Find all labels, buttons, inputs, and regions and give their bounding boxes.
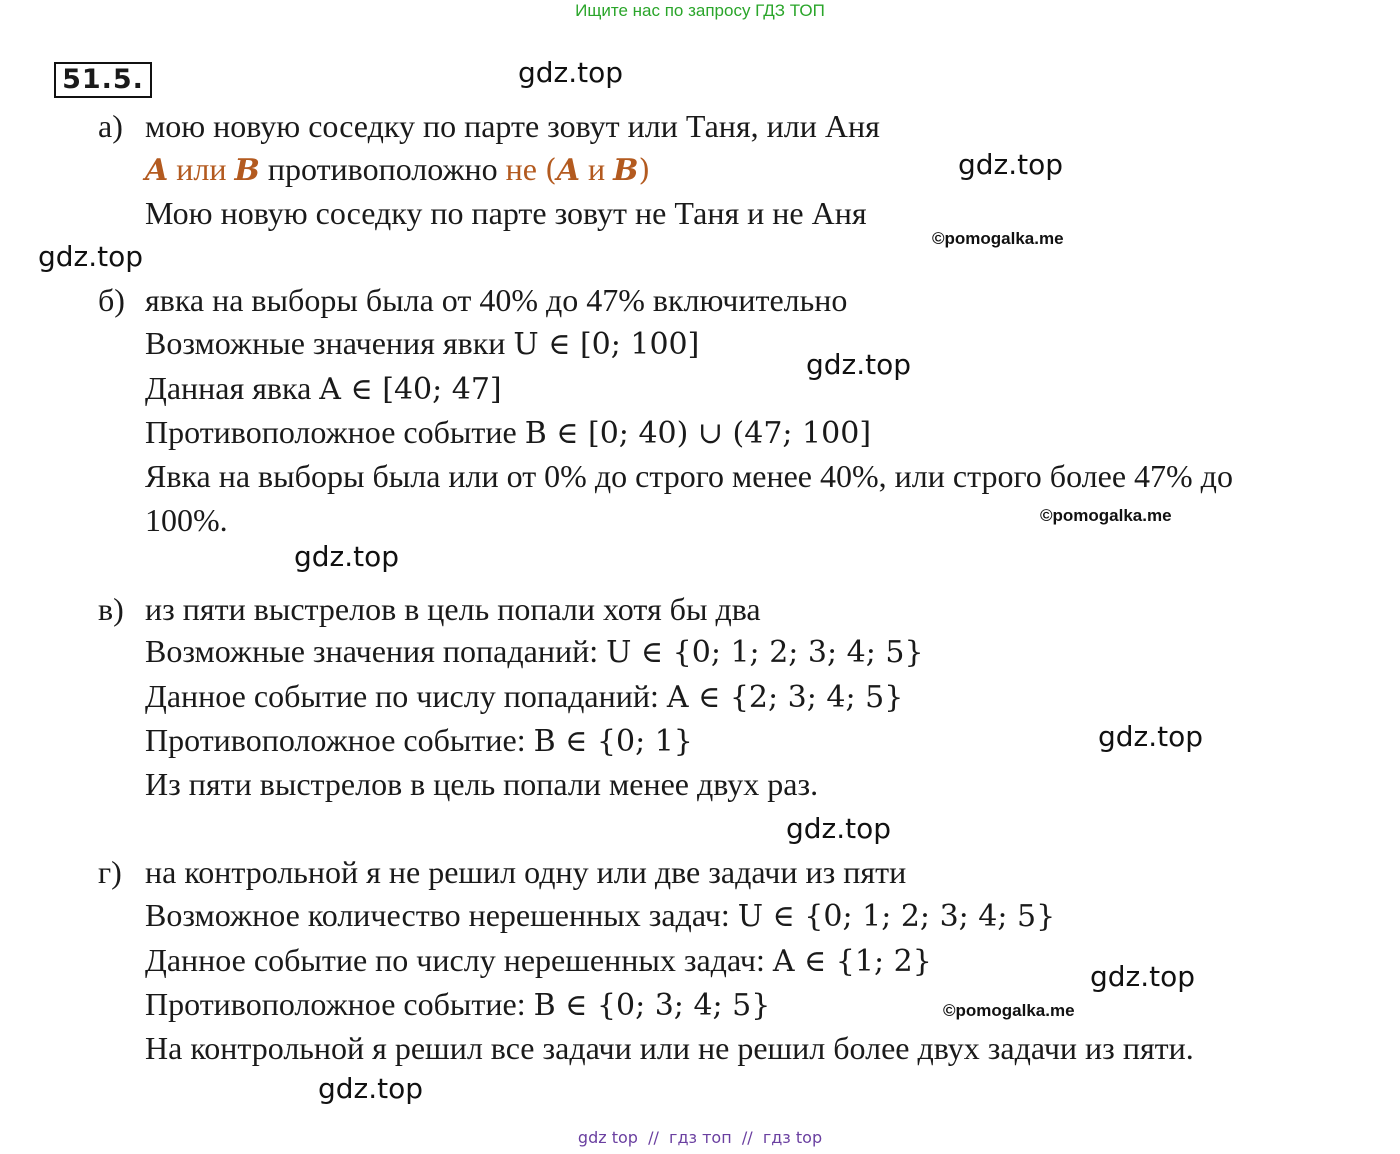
watermark-gdz: gdz.top (958, 148, 1064, 181)
part-d-possible-text: Возможное количество нерешенных задач: (145, 897, 730, 933)
part-c-opposite-math: B ∈ {0; 1} (533, 724, 693, 759)
rule-b1: B (234, 153, 260, 188)
rule-rp: ) (638, 153, 651, 188)
part-a-statement: мою новую соседку по парте зовут или Таня, или Аня (145, 108, 880, 144)
rule-and: и (588, 151, 606, 187)
part-d-possible-math: U ∈ {0; 1; 2; 3; 4; 5} (737, 899, 1056, 934)
part-b-given-math: A ∈ [40; 47] (319, 372, 502, 407)
part-b-opposite-text: Противоположное событие (145, 414, 517, 450)
part-b-label: б) (98, 282, 125, 318)
part-c-opposite-text: Противоположное событие: (145, 722, 526, 758)
watermark-gdz: gdz.top (518, 56, 624, 89)
part-b-statement: явка на выборы была от 40% до 47% включительно (145, 282, 848, 318)
part-c-label: в) (98, 591, 124, 627)
part-a-rule (145, 149, 650, 191)
part-b-opposite-math: B ∈ [0; 40) ∪ (47; 100] (524, 416, 872, 451)
part-d-given (145, 940, 932, 982)
footer-item: гдз top (762, 1128, 823, 1147)
part-b-possible-math: U ∈ [0; 100] (513, 327, 700, 362)
part-d-opposite (145, 984, 770, 1026)
watermark-gdz: gdz.top (1098, 720, 1204, 753)
part-d-label: г) (98, 854, 122, 890)
footer-item: гдз топ (669, 1128, 732, 1147)
rule-not: не (505, 151, 537, 187)
part-d-given-math: A ∈ {1; 2} (772, 944, 932, 979)
part-d-given-text: Данное событие по числу нерешенных задач: (145, 942, 765, 978)
rule-a1: A (145, 153, 169, 188)
footer (0, 1128, 1400, 1147)
part-b-possible-text: Возможные значения явки (145, 325, 506, 361)
rule-a2: A (556, 153, 580, 188)
footer-separator: // (648, 1128, 659, 1147)
part-c-possible (145, 631, 924, 673)
part-c-given-math: A ∈ {2; 3; 4; 5} (666, 680, 904, 715)
part-c-statement: из пяти выстрелов в цель попали хотя бы два (145, 591, 761, 627)
watermark-gdz: gdz.top (786, 812, 892, 845)
part-a-label: а) (98, 108, 123, 144)
part-b-possible (145, 323, 699, 365)
top-banner: Ищите нас по запросу ГДЗ ТОП (575, 1, 825, 20)
part-c-given-text: Данное событие по числу попаданий: (145, 678, 659, 714)
watermark-pomogalka: ©pomogalka.me (1040, 506, 1172, 525)
part-b-answer-line1: Явка на выборы была или от 0% до строго менее 40%, или строго более 47% до (145, 458, 1233, 494)
part-d-opposite-text: Противоположное событие: (145, 986, 526, 1022)
part-d-opposite-math: B ∈ {0; 3; 4; 5} (533, 988, 771, 1023)
watermark-pomogalka: ©pomogalka.me (943, 1001, 1075, 1020)
part-b-given-text: Данная явка (145, 370, 312, 406)
part-b-given (145, 368, 502, 410)
part-a-answer: Мою новую соседку по парте зовут не Таня и не Аня (145, 195, 867, 231)
footer-item: gdz top (577, 1128, 638, 1147)
rule-or: или (176, 151, 227, 187)
watermark-gdz: gdz.top (318, 1072, 424, 1105)
rule-b2: B (613, 153, 639, 188)
watermark-gdz: gdz.top (1090, 960, 1196, 993)
part-c-answer: Из пяти выстрелов в цель попали менее двух раз. (145, 766, 819, 802)
watermark-pomogalka: ©pomogalka.me (932, 229, 1064, 248)
part-d-possible (145, 895, 1055, 937)
problem-number: 51.5. (54, 62, 152, 98)
watermark-gdz: gdz.top (806, 348, 912, 381)
watermark-gdz: gdz.top (294, 540, 400, 573)
footer-separator: // (741, 1128, 753, 1147)
part-b-opposite (145, 412, 871, 454)
part-c-opposite (145, 720, 693, 762)
watermark-gdz: gdz.top (38, 240, 144, 273)
rule-mid: противоположно (267, 151, 498, 187)
rule-lp: ( (545, 153, 557, 188)
part-c-possible-text: Возможные значения попаданий: (145, 633, 599, 669)
part-c-possible-math: U ∈ {0; 1; 2; 3; 4; 5} (606, 635, 924, 670)
part-d-statement: на контрольной я не решил одну или две задачи из пяти (145, 854, 907, 890)
part-c-given (145, 676, 903, 718)
part-b-answer-line2: 100%. (145, 502, 228, 538)
part-d-answer: На контрольной я решил все задачи или не решил более двух задачи из пяти. (145, 1030, 1194, 1066)
